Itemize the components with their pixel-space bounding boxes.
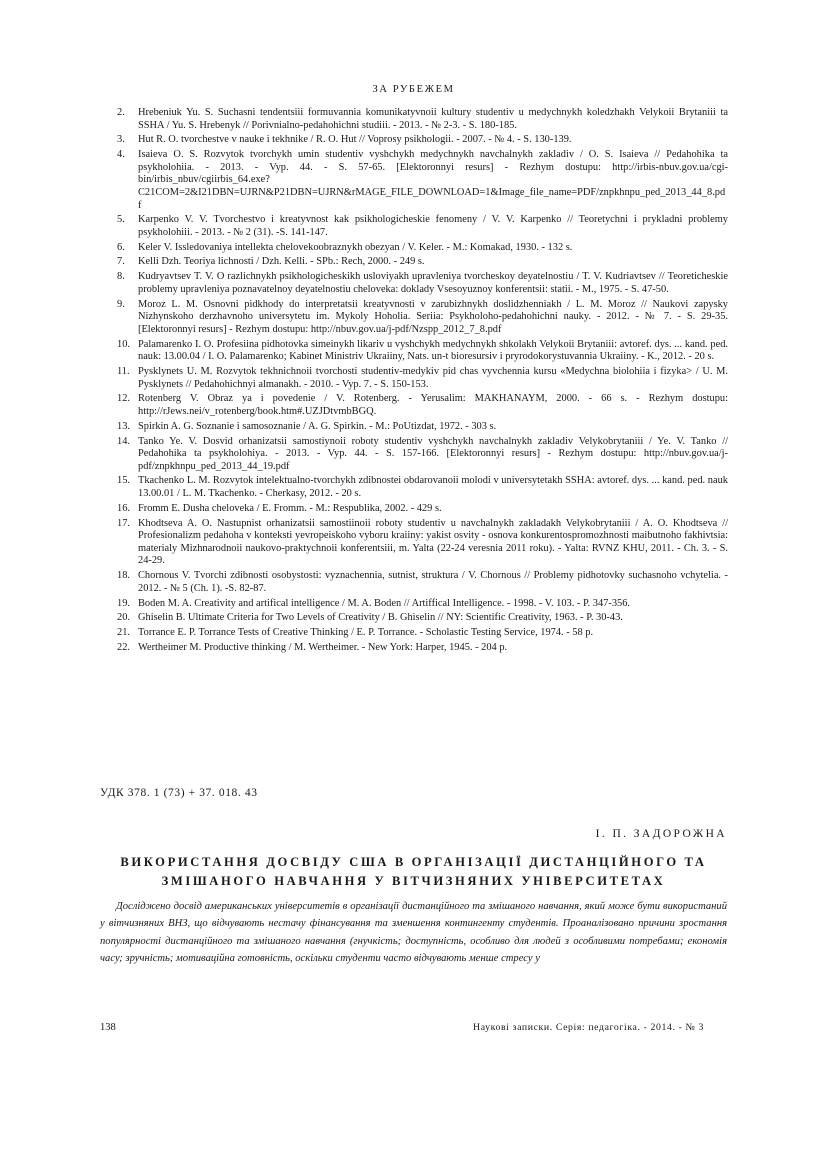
journal-name: Наукові записки. Серія: педагогіка. - 2014. - № 3: [473, 1022, 704, 1033]
udc-code: УДК 378. 1 (73) + 37. 018. 43: [100, 787, 258, 799]
reference-number: 8.: [117, 271, 125, 283]
reference-number: 19.: [117, 597, 130, 609]
author-name: І. П. ЗАДОРОЖНА: [595, 828, 727, 840]
reference-item: [117, 214, 728, 239]
reference-number: 6.: [117, 241, 125, 253]
reference-text: Khodtseva A. O. Nastupnist orhanizatsii samostiinoii roboty studentiv u navchalnykh zakladakh Velykobrytaniii / A. O. Khodtseva // Profesionalizm pedahoha v konteksti yevropeiskoho vyboru kraiiny: yakist osvity - osnova konkurentospromozhnosti maibutnoho fakhivtsia: materialy Mizhnarodnoii naukovo-praktychnoii konferentsiii, m. Yalta (22-24 veresnia 2011 roku). - Yalta: RVNZ KHU, 2011. - Ch. 3. - S. 24-29.: [138, 517, 728, 567]
reference-number: 21.: [117, 627, 130, 639]
article-title-line-1: ВИКОРИСТАННЯ ДОСВІДУ США В ОРГАНІЗАЦІЇ ДИСТАНЦІЙНОГО ТА: [120, 855, 707, 869]
reference-number: 7.: [117, 256, 125, 268]
reference-text: Fromm E. Dusha cheloveka / E. Fromm. - M.: Respublika, 2002. - 429 s.: [138, 502, 442, 514]
reference-number: 4.: [117, 149, 125, 161]
reference-item: [117, 366, 728, 391]
reference-text: Pysklynets U. M. Rozvytok tekhnichnoii tvorchosti studentiv-medykiv pid chas vyvchennia kursu «Medychna biolohiia i fizyka> / U. M. Pysklynets // Pedahohichnyi almanakh. - 2010. - Vyp. 7. - S. 150-153.: [138, 365, 728, 390]
reference-item: [117, 393, 728, 418]
reference-text: Kelli Dzh. Teoriya lichnosti / Dzh. Kelli. - SPb.: Rech, 2000. - 249 s.: [138, 256, 425, 268]
article-title: [100, 853, 727, 891]
reference-item: [117, 271, 728, 296]
reference-number: 14.: [117, 435, 130, 447]
reference-item: [117, 518, 728, 568]
reference-number: 20.: [117, 612, 130, 624]
reference-number: 16.: [117, 502, 130, 514]
reference-number: 11.: [117, 365, 130, 377]
page-number: 138: [100, 1022, 116, 1033]
reference-text: Keler V. Issledovaniya intellekta chelovekoobraznykh obezyan / V. Keler. - M.: Komakad, 1930. - 132 s.: [138, 241, 573, 253]
running-head: ЗА РУБЕЖЕМ: [372, 84, 455, 95]
reference-number: 13.: [117, 420, 130, 432]
reference-text: Tkachenko L. M. Rozvytok intelektualno-tvorchykh zdibnostei obdarovanoii molodi v universytetakh SSHA: avtoref. dys. ... kand. ped. nauk 13.00.01 / L. M. Tkachenko. - Cherkasy, 2012. - 20 s.: [138, 475, 728, 500]
reference-item: [117, 242, 728, 255]
reference-number: 17.: [117, 517, 130, 529]
reference-item: [117, 642, 728, 655]
reference-text: Moroz L. M. Osnovni pidkhody do interpretatsii kreatyvnosti v zarubizhnykh doslidzhenniakh / L. M. Moroz // Naukovi zapysky Nizhynskoho derzhavnoho universytetu im. Mykoly Hoholia. Seriia: Psykholoho-pedahohichni nauky. - 2012. - № 7. - S. 29-35. [Elektoronnyi resurs] - Rezhym dostupu: http://nbuv.gov.ua/j-pdf/Nzspp_2012_7_8.pdf: [138, 298, 728, 335]
reference-number: 10.: [117, 338, 130, 350]
reference-item: [117, 134, 728, 147]
reference-text: Torrance E. P. Torrance Tests of Creative Thinking / E. P. Torrance. - Scholastic Testing Service, 1974. - 58 p.: [138, 627, 594, 639]
reference-item: [117, 503, 728, 516]
reference-text: Hut R. O. tvorchestve v nauke i tekhnike / R. O. Hut // Voprosy psikhologii. - 2007. - № 4. - S. 130-139.: [138, 134, 572, 146]
reference-text: Karpenko V. V. Tvorchestvo i kreatyvnost kak psikhologicheskie fenomeny / V. V. Karpenko // Teoretychni i prykladni problemy psykholohiii. - 2013. - № 2 (31). -S. 141-147.: [138, 214, 728, 238]
reference-item: [117, 436, 728, 474]
article-abstract: Досліджено досвід американських університетів в організації дистанційного та змішаного навчання, який може бути використаний у вітчизняних ВНЗ, що відчувають нестачу фінансування та зменшення контингенту студентів. Проаналізовано причини зростання популярності дистанційного та змішаного навчання (гнучкість; доступність, особливо для людей з особливими потребами; економія часу; зручність; мотиваційна готовність, оскільки студенти часто відчувають менше стресу у: [100, 901, 727, 965]
reference-number: 3.: [117, 134, 125, 146]
reference-item: [117, 107, 728, 132]
reference-list: [117, 107, 728, 657]
reference-text: Chornous V. Tvorchi zdibnosti osobystosti: vyznachennia, sutnist, struktura / V. Chornous // Problemy pidhotovky suchasnoho vchytelia. - 2012. - № 5 (Ch. 1). -S. 82-87.: [138, 570, 728, 594]
reference-item: [117, 339, 728, 364]
reference-number: 9.: [117, 298, 125, 310]
reference-number: 18.: [117, 570, 130, 582]
reference-text: Hrebeniuk Yu. S. Suchasni tendentsiii formuvannia komunikatyvnoii kultury studentiv u medychnykh koledzhakh Velykoii Brytaniii ta SSHA / Yu. S. Hrebenyk // Porivnialno-pedahohichni studiii. - 2013. - № 2-3. - S. 180-185.: [138, 107, 728, 131]
reference-item: [117, 598, 728, 611]
reference-item: [117, 421, 728, 434]
reference-text: Tanko Ye. V. Dosvid orhanizatsii samostiynoii roboty studentiv vyshchykh navchalnykh zakladiv Velykobrytaniii / Ye. V. Tanko // Pedahohika ta psykholohiya. - 2013. - Vyp. 44. - S. 157-166. [Elektoronnyi resurs] - Rezhym dostupu: http://nbuv.gov.ua/j-pdf/znpkhnpu_ped_2013_44_19.pdf: [138, 435, 728, 472]
article-title-line-2: ЗМІШАНОГО НАВЧАННЯ У ВІТЧИЗНЯНИХ УНІВЕРСИТЕТАХ: [161, 874, 666, 888]
reference-number: 15.: [117, 475, 130, 487]
reference-text: Ghiselin B. Ultimate Criteria for Two Levels of Creativity / B. Ghiselin // NY: Scientific Creativity, 1963. - P. 30-43.: [138, 612, 623, 624]
reference-number: 22.: [117, 641, 130, 653]
reference-item: [117, 612, 728, 625]
reference-number: 2.: [117, 107, 125, 118]
reference-item: [117, 256, 728, 269]
reference-item: [117, 627, 728, 640]
reference-text: Boden M. A. Creativity and artifical intelligence / M. A. Boden // Artiffical Intelligence. - 1998. - V. 103. - P. 347-356.: [138, 597, 631, 609]
reference-text: Spirkin A. G. Soznanie i samosoznanie / A. G. Spirkin. - M.: PoUtizdat, 1972. - 303 s.: [138, 420, 497, 432]
reference-text: Kudryavtsev T. V. O razlichnykh psikhologicheskikh usloviyakh upravleniya tvorcheskoy deyatelnostiu / T. V. Kudriavtsev // Teoreticheskie problemy upravleniya poznavatelnoy deyatelnostiu cheloveka: doklady Vsesoyuznoy konferentsii: statii. - M., 1975. - S. 47-50.: [138, 271, 728, 295]
reference-number: 5.: [117, 214, 125, 226]
reference-text: Isaieva O. S. Rozvytok tvorchykh umin studentiv vyshchykh medychnykh navchalnykh zakladiv / O. S. Isaieva // Pedahohika ta psykholohiia. - 2013. - Vyp. 44. - S. 57-65. [Elektoronnyi resurs] - Rezhym dostupu: http://irbis-nbuv.gov.ua/cgi-bin/irbis_nbuv/cgiirbis_64.exe?C21COM=2&I21DBN=UJRN&P21DBN=UJRN&rMAGE_FILE_DOWNLOAD=1&Image_file_name=PDF/znpkhnpu_ped_2013_44_8.pdf: [138, 149, 728, 211]
reference-item: [117, 570, 728, 595]
reference-item: [117, 149, 728, 212]
reference-text: Rotenberg V. Obraz ya i povedenie / V. Rotenberg. - Yerusalim: MAKHANAYM, 2000. - 66 s. - Rezhym dostupu: http://rJews.nei/v_rotenberg/book.htm#.UZJDtvmbBGQ.: [138, 393, 728, 417]
reference-item: [117, 475, 728, 500]
reference-item: [117, 299, 728, 337]
reference-text: Wertheimer M. Productive thinking / M. Wertheimer. - New York: Harper, 1945. - 204 p.: [138, 641, 508, 653]
reference-number: 12.: [117, 393, 130, 405]
reference-text: Palamarenko I. O. Profesiina pidhotovka simeinykh likariv u vyshchykh medychnykh shkolakh Velykoii Brytaniii: avtoref. dys. ... kand. ped. nauk: 13.00.04 / I. O. Palamarenko; Kabinet Ministriv Ukraiiny, Nats. un-t bioresursiv i pryrodokorystuvannia Ukraiiny. - K., 2012. - 20 s.: [138, 338, 728, 363]
